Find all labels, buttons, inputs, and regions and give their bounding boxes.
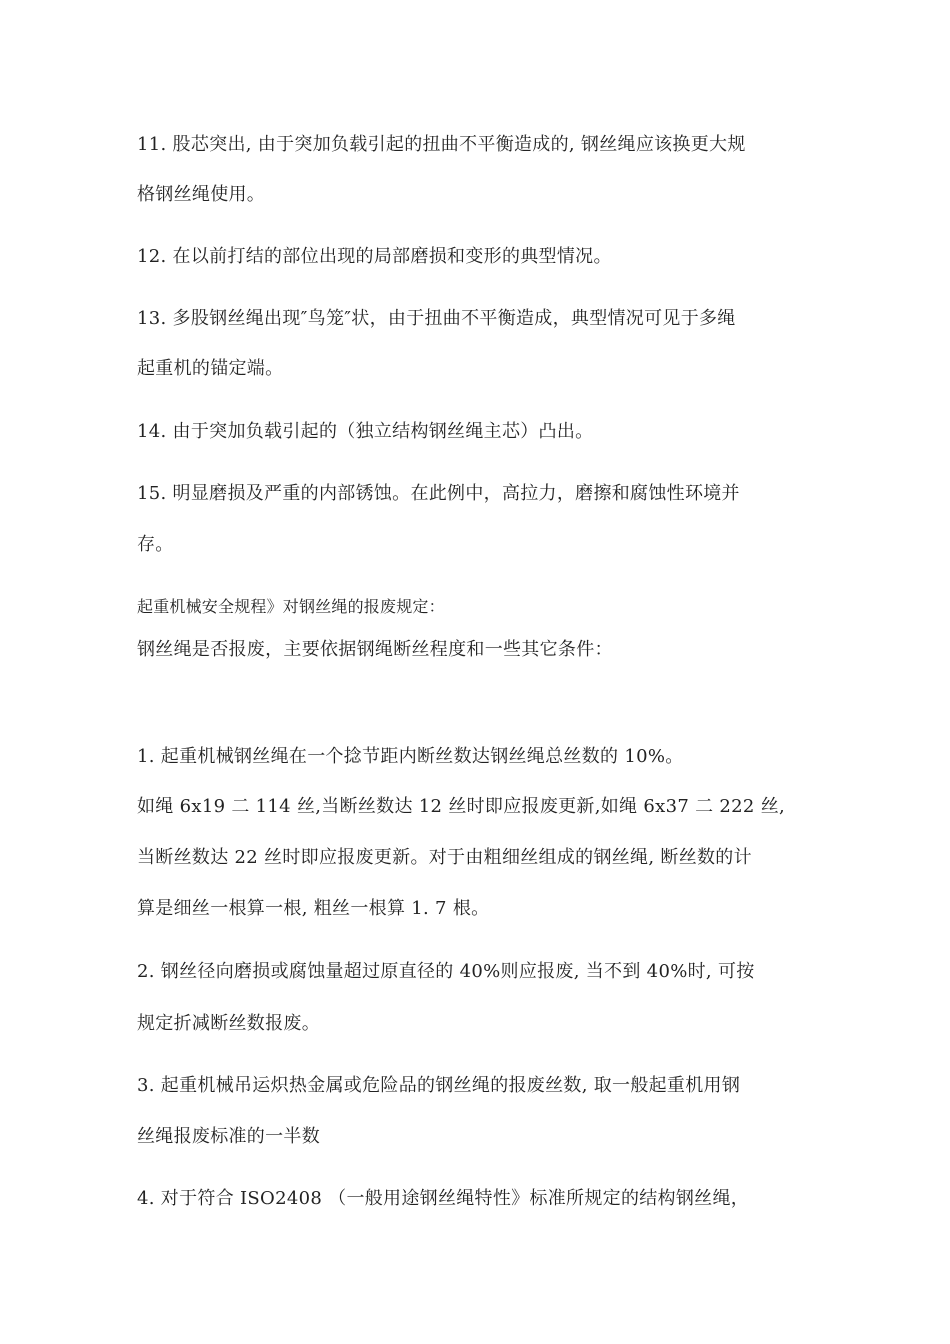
paragraph-line: 算是细丝一根算一根, 粗丝一根算 1. 7 根。: [137, 898, 490, 919]
paragraph-line: 15. 明显磨损及严重的内部锈蚀。在此例中，高拉力，磨擦和腐蚀性环境并: [137, 483, 740, 504]
paragraph-line: 格钢丝绳使用。: [137, 184, 266, 205]
paragraph-line: 规定折减断丝数报废。: [137, 1013, 320, 1034]
paragraph-line: 起重机械安全规程》对钢丝绳的报废规定：: [137, 597, 445, 616]
paragraph-line: 14. 由于突加负载引起的（独立结构钢丝绳主芯）凸出。: [137, 421, 594, 442]
paragraph-line: 12. 在以前打结的部位出现的局部磨损和变形的典型情况。: [137, 246, 612, 267]
paragraph-line: 3. 起重机械吊运炽热金属或危险品的钢丝绳的报废丝数, 取一般起重机用钢: [137, 1075, 741, 1096]
paragraph-line: 2. 钢丝径向磨损或腐蚀量超过原直径的 40%则应报废, 当不到 40%时, 可按: [137, 961, 755, 982]
paragraph-line: 11. 股芯突出, 由于突加负载引起的扭曲不平衡造成的, 钢丝绳应该换更大规: [137, 134, 746, 155]
paragraph-line: 钢丝绳是否报废，主要依据钢绳断丝程度和一些其它条件：: [137, 639, 613, 660]
paragraph-line: 13. 多股钢丝绳出现″鸟笼″状，由于扭曲不平衡造成，典型情况可见于多绳: [137, 308, 736, 329]
paragraph-line: 存。: [137, 534, 174, 555]
paragraph-line: 如绳 6x19 二 114 丝,当断丝数达 12 丝时即应报废更新,如绳 6x37 二 222 丝,: [137, 796, 786, 817]
paragraph-line: 4. 对于符合 ISO2408 （一般用途钢丝绳特性》标准所规定的结构钢丝绳，: [137, 1188, 750, 1209]
paragraph-line: 起重机的锚定端。: [137, 358, 284, 379]
paragraph-line: 丝绳报废标准的一半数: [137, 1126, 320, 1147]
paragraph-line: 当断丝数达 22 丝时即应报废更新。对于由粗细丝组成的钢丝绳, 断丝数的计: [137, 847, 752, 868]
paragraph-line: 1. 起重机械钢丝绳在一个捻节距内断丝数达钢丝绳总丝数的 10%。: [137, 746, 684, 767]
